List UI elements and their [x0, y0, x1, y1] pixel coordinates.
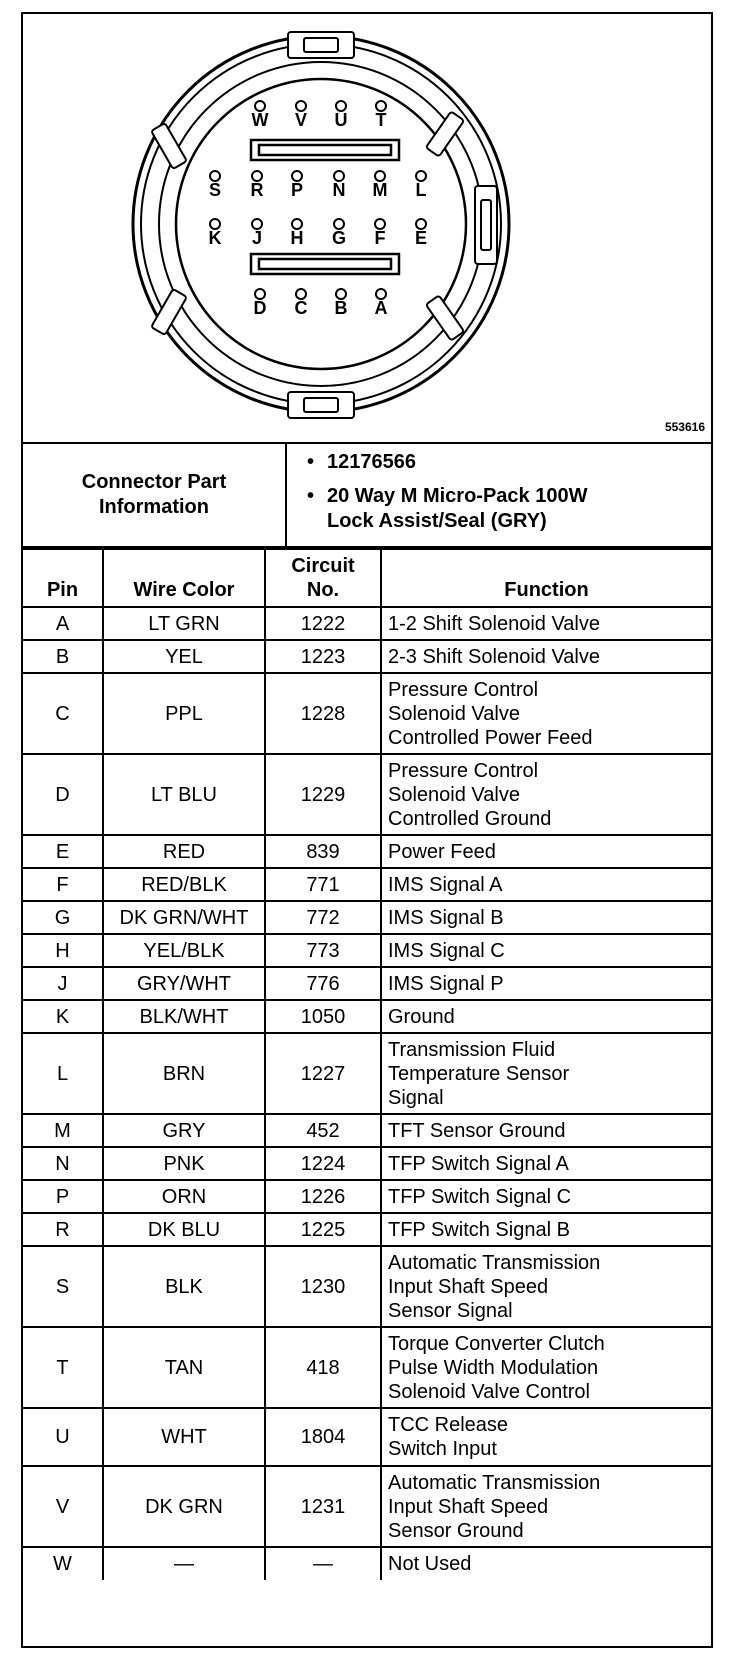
- pin-letter: K: [208, 228, 222, 248]
- function-cell: [381, 1246, 711, 1327]
- pin-letter: T: [375, 110, 387, 130]
- circuit-number-cell: 1226: [265, 1180, 381, 1213]
- pin-cavity: [373, 171, 388, 200]
- table-row: [23, 835, 711, 868]
- function-line: 1-2 Shift Solenoid Valve: [388, 612, 600, 635]
- function-cell: [381, 1547, 711, 1580]
- connector-diagram: [23, 14, 711, 444]
- circuit-number-cell: 1230: [265, 1246, 381, 1327]
- table-row: [23, 1466, 711, 1547]
- pin-letter: U: [334, 110, 348, 130]
- table-row: [23, 1114, 711, 1147]
- function-line: 2-3 Shift Solenoid Valve: [388, 645, 600, 668]
- function-line: Pressure Control: [388, 759, 539, 782]
- table-row: [23, 967, 711, 1000]
- function-line: Transmission Fluid: [388, 1038, 556, 1061]
- pin-cell: P: [23, 1180, 103, 1213]
- pin-cavity: [295, 101, 307, 130]
- function-line: TFP Switch Signal C: [388, 1185, 572, 1208]
- pin-cell: D: [23, 754, 103, 835]
- connector-sheet: [21, 12, 713, 1648]
- function-line: IMS Signal P: [388, 972, 504, 995]
- pin-letter: J: [251, 228, 263, 248]
- pin-letter: M: [372, 180, 388, 200]
- circuit-number-cell: 1804: [265, 1408, 381, 1466]
- wire-color-cell: GRY/WHT: [103, 967, 265, 1000]
- pin-cavity: [252, 219, 262, 248]
- pin-letter: C: [294, 298, 308, 318]
- pin-letter: A: [374, 298, 388, 318]
- function-line: TFT Sensor Ground: [388, 1119, 566, 1142]
- circuit-number-cell: 1231: [265, 1466, 381, 1547]
- function-cell: [381, 673, 711, 754]
- header-function: Function: [381, 549, 711, 607]
- pin-cell: H: [23, 934, 103, 967]
- function-line: Sensor Signal: [388, 1299, 513, 1322]
- pin-letter: P: [290, 180, 304, 200]
- pin-cavity-layer: [209, 101, 428, 318]
- circuit-number-cell: 1223: [265, 640, 381, 673]
- wire-color-cell: BLK: [103, 1246, 265, 1327]
- connector-part-information: [23, 444, 711, 548]
- pin-cavity: [209, 171, 221, 200]
- circuit-number-cell: 1227: [265, 1033, 381, 1114]
- circuit-number-cell: 1224: [265, 1147, 381, 1180]
- table-row: [23, 1327, 711, 1408]
- wire-color-cell: ORN: [103, 1180, 265, 1213]
- circuit-number-cell: 1050: [265, 1000, 381, 1033]
- function-line: Not Used: [388, 1553, 472, 1575]
- function-cell: [381, 1180, 711, 1213]
- table-row: [23, 640, 711, 673]
- pin-cell: J: [23, 967, 103, 1000]
- connector-face-drawing: [23, 14, 711, 444]
- circuit-number-cell: 1229: [265, 754, 381, 835]
- pin-cavity: [332, 219, 346, 248]
- pin-cell: B: [23, 640, 103, 673]
- wire-color-cell: RED/BLK: [103, 868, 265, 901]
- function-line: TFP Switch Signal B: [388, 1218, 570, 1241]
- pin-cavity: [291, 171, 303, 200]
- pin-cavity: [254, 289, 267, 318]
- function-cell: [381, 868, 711, 901]
- pinout-table: [23, 548, 711, 1580]
- function-line: Pulse Width Modulation: [388, 1356, 599, 1379]
- function-line: IMS Signal B: [388, 906, 504, 929]
- table-row: [23, 1000, 711, 1033]
- circuit-number-cell: 771: [265, 868, 381, 901]
- table-header-row: [23, 549, 711, 607]
- wire-color-cell: LT GRN: [103, 607, 265, 640]
- function-cell: [381, 835, 711, 868]
- pin-cell: C: [23, 673, 103, 754]
- connector-outer-ring: [133, 36, 509, 412]
- wire-color-cell: DK GRN/WHT: [103, 901, 265, 934]
- wire-color-cell: BLK/WHT: [103, 1000, 265, 1033]
- function-line: Controlled Ground: [388, 807, 552, 830]
- description-line: • 20 Way M Micro-Pack 100W: [327, 485, 588, 507]
- function-line: IMS Signal A: [388, 873, 503, 896]
- wire-color-cell: WHT: [103, 1408, 265, 1466]
- pin-cell: G: [23, 901, 103, 934]
- function-line: Ground: [388, 1005, 455, 1028]
- wire-color-cell: TAN: [103, 1327, 265, 1408]
- pin-cell: U: [23, 1408, 103, 1466]
- pinout-table-body: [23, 607, 711, 1580]
- function-line: Input Shaft Speed: [388, 1275, 549, 1298]
- table-row: [23, 607, 711, 640]
- function-line: Automatic Transmission: [388, 1251, 601, 1274]
- header-circuit-line: Circuit: [291, 555, 355, 577]
- function-line: TCC Release: [388, 1414, 509, 1436]
- function-cell: [381, 967, 711, 1000]
- pin-cavity: [335, 101, 348, 130]
- pin-cavity: [415, 219, 427, 248]
- function-cell: [381, 1147, 711, 1180]
- pin-cavity: [375, 289, 388, 318]
- function-cell: [381, 1213, 711, 1246]
- pin-cell: W: [23, 1547, 103, 1580]
- circuit-number-cell: —: [265, 1547, 381, 1580]
- function-line: Solenoid Valve: [388, 783, 520, 806]
- connector-part-info-label: [23, 444, 287, 546]
- pin-cell: N: [23, 1147, 103, 1180]
- table-row: [23, 754, 711, 835]
- table-row: [23, 1408, 711, 1466]
- header-circuit-number: [265, 549, 381, 607]
- pin-cavity: [295, 289, 308, 318]
- pin-cavity: [375, 219, 386, 248]
- header-wire-color: Wire Color: [103, 549, 265, 607]
- function-line: Solenoid Valve: [388, 702, 520, 725]
- function-cell: [381, 754, 711, 835]
- function-line: Input Shaft Speed: [388, 1495, 549, 1518]
- table-row: [23, 1147, 711, 1180]
- table-row: [23, 1033, 711, 1114]
- wire-color-cell: YEL/BLK: [103, 934, 265, 967]
- function-line: Controlled Power Feed: [388, 726, 593, 749]
- function-line: Switch Input: [388, 1438, 497, 1460]
- wire-color-cell: —: [103, 1547, 265, 1580]
- table-row: [23, 1213, 711, 1246]
- table-row: [23, 868, 711, 901]
- wire-color-cell: YEL: [103, 640, 265, 673]
- circuit-number-cell: 773: [265, 934, 381, 967]
- pin-letter: F: [374, 228, 386, 248]
- figure-number: 553616: [664, 420, 705, 434]
- wire-color-cell: LT BLU: [103, 754, 265, 835]
- function-line: Power Feed: [388, 840, 496, 863]
- pin-letter: L: [415, 180, 427, 200]
- pin-cell: M: [23, 1114, 103, 1147]
- function-line: TFP Switch Signal A: [388, 1152, 569, 1175]
- table-row: [23, 1180, 711, 1213]
- function-cell: [381, 1327, 711, 1408]
- circuit-number-cell: 839: [265, 835, 381, 868]
- pin-letter: E: [414, 228, 428, 248]
- circuit-number-cell: 776: [265, 967, 381, 1000]
- table-row: [23, 934, 711, 967]
- pin-cell: T: [23, 1327, 103, 1408]
- pin-cell: R: [23, 1213, 103, 1246]
- function-line: Sensor Ground: [388, 1519, 524, 1542]
- pin-letter: S: [208, 180, 222, 200]
- pin-cell: A: [23, 607, 103, 640]
- table-row: [23, 901, 711, 934]
- pin-cavity: [335, 289, 348, 318]
- function-cell: [381, 640, 711, 673]
- circuit-number-cell: 452: [265, 1114, 381, 1147]
- function-cell: [381, 1000, 711, 1033]
- wire-color-cell: GRY: [103, 1114, 265, 1147]
- wire-color-cell: PPL: [103, 673, 265, 754]
- pin-letter: W: [251, 110, 269, 130]
- wire-color-cell: BRN: [103, 1033, 265, 1114]
- pin-letter: B: [334, 298, 348, 318]
- table-row: [23, 1547, 711, 1580]
- connector-description: [327, 484, 711, 534]
- function-line: IMS Signal C: [388, 939, 505, 962]
- function-cell: [381, 901, 711, 934]
- pin-cavity: [416, 171, 427, 200]
- wire-color-cell: PNK: [103, 1147, 265, 1180]
- pin-cavity: [333, 171, 346, 200]
- pin-cell: S: [23, 1246, 103, 1327]
- pin-cavity: [251, 171, 264, 200]
- part-number: • 12176566: [327, 450, 711, 475]
- pin-letter: R: [250, 180, 264, 200]
- pin-cavity: [252, 101, 269, 130]
- function-line: Torque Converter Clutch: [388, 1332, 605, 1355]
- function-cell: [381, 1033, 711, 1114]
- circuit-number-cell: 1225: [265, 1213, 381, 1246]
- description-line: Lock Assist/Seal (GRY): [327, 510, 547, 532]
- wire-color-cell: DK GRN: [103, 1466, 265, 1547]
- function-cell: [381, 607, 711, 640]
- circuit-number-cell: 1222: [265, 607, 381, 640]
- function-cell: [381, 1114, 711, 1147]
- function-cell: [381, 934, 711, 967]
- function-cell: [381, 1408, 711, 1466]
- pin-cell: L: [23, 1033, 103, 1114]
- function-cell: [381, 1466, 711, 1547]
- pin-letter: D: [253, 298, 267, 318]
- pin-cell: F: [23, 868, 103, 901]
- circuit-number-cell: 772: [265, 901, 381, 934]
- wire-color-cell: DK BLU: [103, 1213, 265, 1246]
- info-label-line: Information: [99, 496, 209, 518]
- pin-cavity: [209, 219, 222, 248]
- table-row: [23, 1246, 711, 1327]
- pin-cavity: [376, 101, 387, 130]
- header-circuit-line: No.: [306, 579, 340, 601]
- header-pin: Pin: [23, 549, 103, 607]
- circuit-number-cell: 418: [265, 1327, 381, 1408]
- function-line: Signal: [388, 1086, 444, 1109]
- function-line: Pressure Control: [388, 678, 539, 701]
- pin-cavity: [291, 219, 304, 248]
- connector-part-info-values: [287, 444, 711, 546]
- connector-mid-ring: [159, 62, 483, 386]
- table-row: [23, 673, 711, 754]
- pin-cell: V: [23, 1466, 103, 1547]
- info-label-line: Connector Part: [81, 471, 227, 493]
- pin-letter: H: [290, 228, 304, 248]
- circuit-number-cell: 1228: [265, 673, 381, 754]
- pin-letter: G: [331, 228, 347, 248]
- pin-cell: E: [23, 835, 103, 868]
- connector-outer-ring-inner: [141, 44, 501, 404]
- lock-bars: [251, 140, 399, 274]
- wire-color-cell: RED: [103, 835, 265, 868]
- pin-cell: K: [23, 1000, 103, 1033]
- function-line: Automatic Transmission: [388, 1471, 601, 1494]
- function-line: Temperature Sensor: [388, 1062, 570, 1085]
- function-line: Solenoid Valve Control: [388, 1380, 590, 1403]
- pin-letter: N: [332, 180, 346, 200]
- pin-letter: V: [294, 110, 308, 130]
